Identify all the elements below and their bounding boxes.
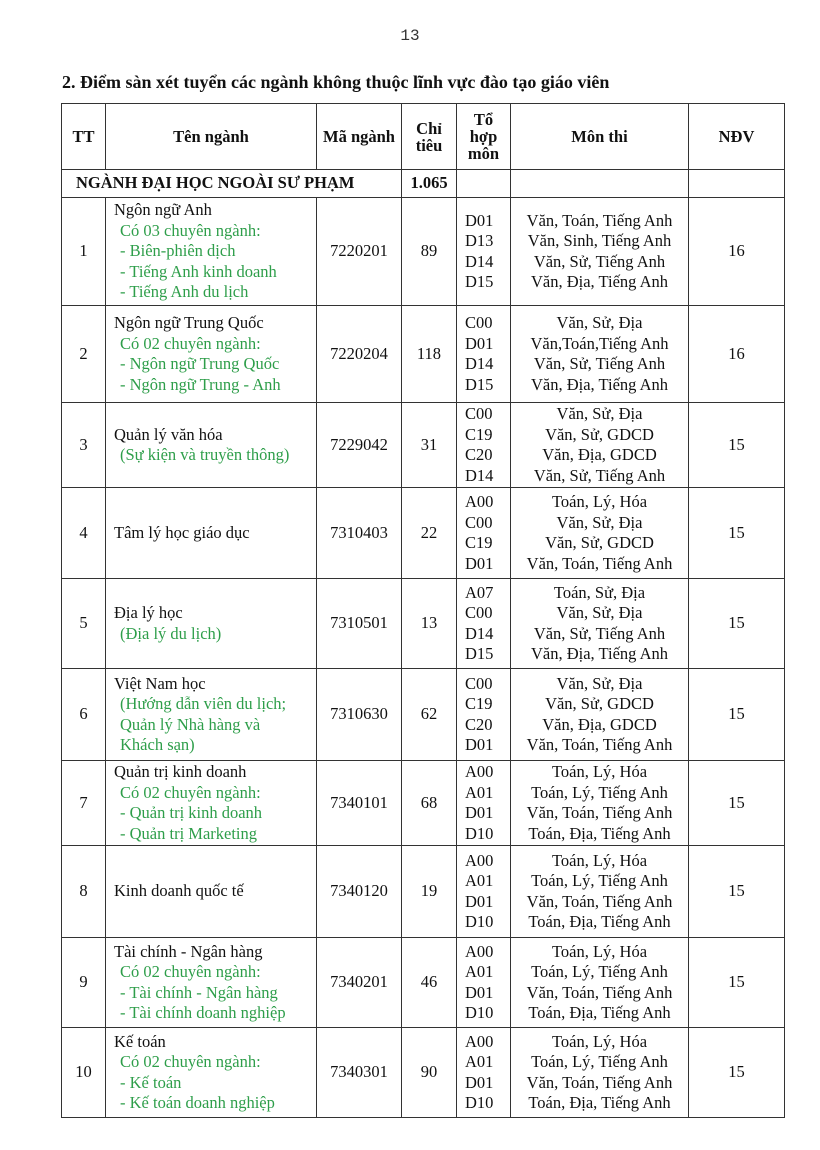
exam-subjects: Văn, Toán, Tiếng Anh [526, 803, 673, 822]
combination-code: D10 [465, 912, 494, 931]
row-subjects-cell [511, 761, 689, 846]
row-subjects-cell [511, 403, 689, 488]
row-major-cell [106, 198, 317, 306]
table-row [62, 579, 785, 669]
group-empty-cell [457, 170, 511, 198]
row-subjects-cell [511, 938, 689, 1028]
row-major-cell [106, 403, 317, 488]
combination-code: D15 [465, 644, 494, 663]
row-ndv: 15 [689, 938, 785, 1028]
major-note: Có 02 chuyên ngành: [120, 782, 261, 802]
exam-subjects: Toán, Lý, Tiếng Anh [531, 962, 668, 981]
major-note: Có 02 chuyên ngành: [120, 962, 261, 981]
row-major-code: 7310403 [317, 488, 402, 579]
combination-code: D01 [465, 1072, 494, 1092]
exam-subjects: Toán, Lý, Hóa [551, 492, 648, 511]
group-row [62, 170, 785, 198]
row-combinations-cell [457, 488, 511, 579]
exam-subjects: Văn, Toán, Tiếng Anh [526, 891, 673, 911]
combination-code: A07 [465, 582, 494, 602]
row-tt: 8 [62, 846, 106, 938]
row-major-code: 7340201 [317, 938, 402, 1028]
row-tt: 5 [62, 579, 106, 669]
exam-subjects: Văn, Sử, Địa [556, 512, 643, 532]
table-row [62, 669, 785, 761]
exam-subjects: Toán, Lý, Tiếng Anh [531, 1052, 668, 1071]
combination-code: D10 [465, 1093, 494, 1112]
major-note: Quản lý Nhà hàng và [120, 714, 261, 734]
combination-code: D01 [465, 982, 494, 1002]
row-quota: 118 [402, 306, 457, 403]
major-note: - Tài chính - Ngân hàng [120, 982, 278, 1002]
header-ndv: NĐV [689, 104, 785, 170]
major-note: (Địa lý du lịch) [120, 623, 222, 643]
exam-subjects: Văn, Sử, GDCD [545, 424, 654, 444]
exam-subjects: Văn, Địa, Tiếng Anh [530, 272, 669, 291]
major-name: Quản lý văn hóa [114, 424, 223, 444]
major-note: - Biên-phiên dịch [120, 241, 236, 261]
row-tt: 4 [62, 488, 106, 579]
table-row [62, 488, 785, 579]
row-major-code: 7310501 [317, 579, 402, 669]
exam-subjects: Văn, Toán, Tiếng Anh [526, 1072, 673, 1092]
header-tt: TT [62, 104, 106, 170]
row-ndv: 15 [689, 488, 785, 579]
row-major-code: 7229042 [317, 403, 402, 488]
exam-subjects: Toán, Lý, Hóa [551, 762, 648, 781]
major-note: (Hướng dẫn viên du lịch; [120, 694, 287, 713]
row-combinations-cell [457, 579, 511, 669]
exam-subjects: Toán, Địa, Tiếng Anh [528, 823, 671, 843]
row-tt: 7 [62, 761, 106, 846]
major-name: Địa lý học [114, 603, 183, 622]
row-quota: 31 [402, 403, 457, 488]
row-major-code: 7340301 [317, 1028, 402, 1118]
exam-subjects: Toán, Địa, Tiếng Anh [528, 1003, 671, 1022]
row-major-code: 7220204 [317, 306, 402, 403]
row-combinations-cell [457, 669, 511, 761]
major-note: - Tiếng Anh kinh doanh [120, 261, 277, 281]
table-row [62, 846, 785, 938]
major-note: (Sự kiện và truyền thông) [120, 445, 290, 464]
combination-code: C00 [465, 673, 493, 693]
exam-subjects: Toán, Lý, Tiếng Anh [531, 871, 668, 890]
combination-code: D01 [465, 891, 494, 911]
combination-code: D15 [465, 272, 494, 291]
combination-code: D14 [465, 251, 494, 271]
combination-code: A01 [465, 1052, 494, 1071]
group-label: NGÀNH ĐẠI HỌC NGOÀI SƯ PHẠM [62, 170, 402, 198]
combination-code: A00 [465, 941, 494, 961]
row-subjects-cell [511, 846, 689, 938]
row-quota: 90 [402, 1028, 457, 1118]
row-major-cell [106, 846, 317, 938]
exam-subjects: Toán, Lý, Hóa [551, 850, 648, 870]
row-major-code: 7340101 [317, 761, 402, 846]
combination-code: A00 [465, 492, 494, 511]
major-note: - Kế toán [120, 1072, 182, 1092]
row-major-cell [106, 761, 317, 846]
group-empty-cell [689, 170, 785, 198]
table-row [62, 198, 785, 306]
row-ndv: 15 [689, 1028, 785, 1118]
combination-code: D14 [465, 465, 494, 485]
row-major-cell [106, 938, 317, 1028]
major-note: - Tiếng Anh du lịch [120, 282, 249, 302]
table-row [62, 306, 785, 403]
row-major-code: 7220201 [317, 198, 402, 306]
major-name: Ngôn ngữ Trung Quốc [114, 313, 264, 332]
exam-subjects: Toán, Lý, Hóa [551, 1031, 648, 1051]
major-name: Ngôn ngữ Anh [114, 200, 212, 220]
row-combinations-cell [457, 306, 511, 403]
row-tt: 10 [62, 1028, 106, 1118]
major-name: Kế toán [114, 1031, 166, 1051]
row-tt: 1 [62, 198, 106, 306]
major-note: Có 02 chuyên ngành: [120, 1052, 261, 1071]
exam-subjects: Toán, Sử, Địa [553, 582, 646, 602]
combination-code: D14 [465, 623, 494, 643]
combination-code: A00 [465, 1031, 494, 1051]
combination-code: D14 [465, 354, 494, 373]
major-name: Kinh doanh quốc tế [114, 881, 244, 901]
combination-code: D15 [465, 374, 494, 394]
exam-subjects: Văn, Toán, Tiếng Anh [526, 982, 673, 1002]
row-ndv: 15 [689, 579, 785, 669]
table-row [62, 938, 785, 1028]
row-ndv: 16 [689, 306, 785, 403]
exam-subjects: Văn, Sử, Tiếng Anh [533, 623, 666, 643]
table-row [62, 1028, 785, 1118]
major-note: Có 02 chuyên ngành: [120, 333, 261, 353]
row-subjects-cell [511, 306, 689, 403]
combination-code: C19 [465, 424, 493, 444]
row-quota: 13 [402, 579, 457, 669]
row-major-cell [106, 1028, 317, 1118]
row-major-cell [106, 579, 317, 669]
row-quota: 19 [402, 846, 457, 938]
header-major-name: Tên ngành [106, 104, 317, 170]
combination-code: D01 [465, 553, 494, 573]
row-quota: 68 [402, 761, 457, 846]
combination-code: C00 [465, 404, 493, 423]
combination-code: D01 [465, 333, 494, 353]
group-empty-cell [511, 170, 689, 198]
major-note: - Ngôn ngữ Trung Quốc [120, 354, 280, 373]
exam-subjects: Văn, Sử, Địa [556, 603, 643, 622]
exam-subjects: Toán, Địa, Tiếng Anh [528, 912, 671, 931]
page-number: 13 [400, 27, 420, 45]
table-header-row [62, 104, 785, 170]
exam-subjects: Văn, Sử, Địa [556, 313, 643, 332]
row-combinations-cell [457, 846, 511, 938]
exam-subjects: Văn, Sử, Địa [556, 673, 643, 693]
row-major-cell [106, 488, 317, 579]
row-combinations-cell [457, 761, 511, 846]
combination-code: D01 [465, 210, 494, 230]
row-quota: 89 [402, 198, 457, 306]
exam-subjects: Toán, Lý, Tiếng Anh [531, 782, 668, 802]
exam-subjects: Văn, Toán, Tiếng Anh [526, 553, 673, 573]
combination-code: D10 [465, 1003, 494, 1022]
major-name: Tâm lý học giáo dục [114, 522, 250, 542]
major-note: Có 03 chuyên ngành: [120, 220, 261, 240]
exam-subjects: Văn, Sinh, Tiếng Anh [527, 231, 672, 250]
row-ndv: 15 [689, 846, 785, 938]
combination-code: C20 [465, 714, 493, 734]
row-quota: 22 [402, 488, 457, 579]
major-name: Việt Nam học [114, 673, 206, 693]
exam-subjects: Văn, Sử, GDCD [545, 533, 654, 552]
combination-code: A01 [465, 962, 494, 981]
row-major-code: 7340120 [317, 846, 402, 938]
combination-code: D13 [465, 231, 494, 250]
combination-code: C19 [465, 533, 493, 552]
header-subject-combination: Tổ hợp môn [457, 104, 511, 170]
row-combinations-cell [457, 1028, 511, 1118]
row-quota: 46 [402, 938, 457, 1028]
exam-subjects: Văn, Sử, Tiếng Anh [533, 251, 666, 271]
row-tt: 3 [62, 403, 106, 488]
exam-subjects: Văn, Sử, Tiếng Anh [533, 354, 666, 373]
combination-code: A00 [465, 762, 494, 781]
row-quota: 62 [402, 669, 457, 761]
exam-subjects: Văn, Sử, GDCD [545, 694, 654, 713]
row-tt: 9 [62, 938, 106, 1028]
row-subjects-cell [511, 1028, 689, 1118]
exam-subjects: Toán, Địa, Tiếng Anh [528, 1093, 671, 1112]
exam-subjects: Toán, Lý, Hóa [551, 941, 648, 961]
header-exam-subjects: Môn thi [511, 104, 689, 170]
major-name: Quản trị kinh doanh [114, 762, 247, 781]
major-note: - Kế toán doanh nghiệp [120, 1093, 275, 1112]
row-major-cell [106, 669, 317, 761]
row-ndv: 15 [689, 669, 785, 761]
exam-subjects: Văn, Địa, GDCD [542, 445, 657, 464]
combination-code: C00 [465, 512, 493, 532]
exam-subjects: Văn, Địa, Tiếng Anh [530, 374, 669, 394]
major-note: - Tài chính doanh nghiệp [120, 1003, 286, 1022]
row-major-code: 7310630 [317, 669, 402, 761]
exam-subjects: Văn, Sử, Địa [556, 404, 643, 423]
combination-code: D01 [465, 803, 494, 822]
exam-subjects: Văn,Toán,Tiếng Anh [530, 333, 669, 353]
row-subjects-cell [511, 579, 689, 669]
table-row [62, 761, 785, 846]
combination-code: A01 [465, 782, 494, 802]
table-row [62, 403, 785, 488]
exam-subjects: Văn, Toán, Tiếng Anh [526, 210, 673, 230]
row-ndv: 15 [689, 761, 785, 846]
combination-code: C00 [465, 603, 493, 622]
major-note: - Quản trị Marketing [120, 823, 258, 843]
row-combinations-cell [457, 938, 511, 1028]
row-subjects-cell [511, 198, 689, 306]
row-combinations-cell [457, 403, 511, 488]
combination-code: A01 [465, 871, 494, 890]
exam-subjects: Văn, Địa, GDCD [542, 714, 657, 734]
row-tt: 2 [62, 306, 106, 403]
combination-code: A00 [465, 850, 494, 870]
row-combinations-cell [457, 198, 511, 306]
exam-subjects: Văn, Địa, Tiếng Anh [530, 644, 669, 663]
combination-code: C19 [465, 694, 493, 713]
exam-subjects: Văn, Sử, Tiếng Anh [533, 465, 666, 485]
major-note: - Ngôn ngữ Trung - Anh [120, 374, 281, 394]
header-quota: Chỉ tiêu [402, 104, 457, 170]
group-total-quota: 1.065 [402, 170, 457, 198]
admissions-table [61, 103, 785, 1118]
row-subjects-cell [511, 669, 689, 761]
combination-code: D01 [465, 735, 494, 754]
combination-code: C00 [465, 313, 493, 332]
combination-code: C20 [465, 445, 493, 464]
row-ndv: 16 [689, 198, 785, 306]
section-title: 2. Điểm sàn xét tuyển các ngành không thuộc lĩnh vực đào tạo giáo viên [62, 72, 610, 92]
major-name: Tài chính - Ngân hàng [114, 941, 263, 961]
header-major-code: Mã ngành [317, 104, 402, 170]
combination-code: D10 [465, 823, 494, 843]
row-subjects-cell [511, 488, 689, 579]
major-note: Khách sạn) [120, 735, 195, 754]
row-major-cell [106, 306, 317, 403]
exam-subjects: Văn, Toán, Tiếng Anh [526, 735, 673, 754]
row-tt: 6 [62, 669, 106, 761]
row-ndv: 15 [689, 403, 785, 488]
major-note: - Quản trị kinh doanh [120, 803, 263, 822]
